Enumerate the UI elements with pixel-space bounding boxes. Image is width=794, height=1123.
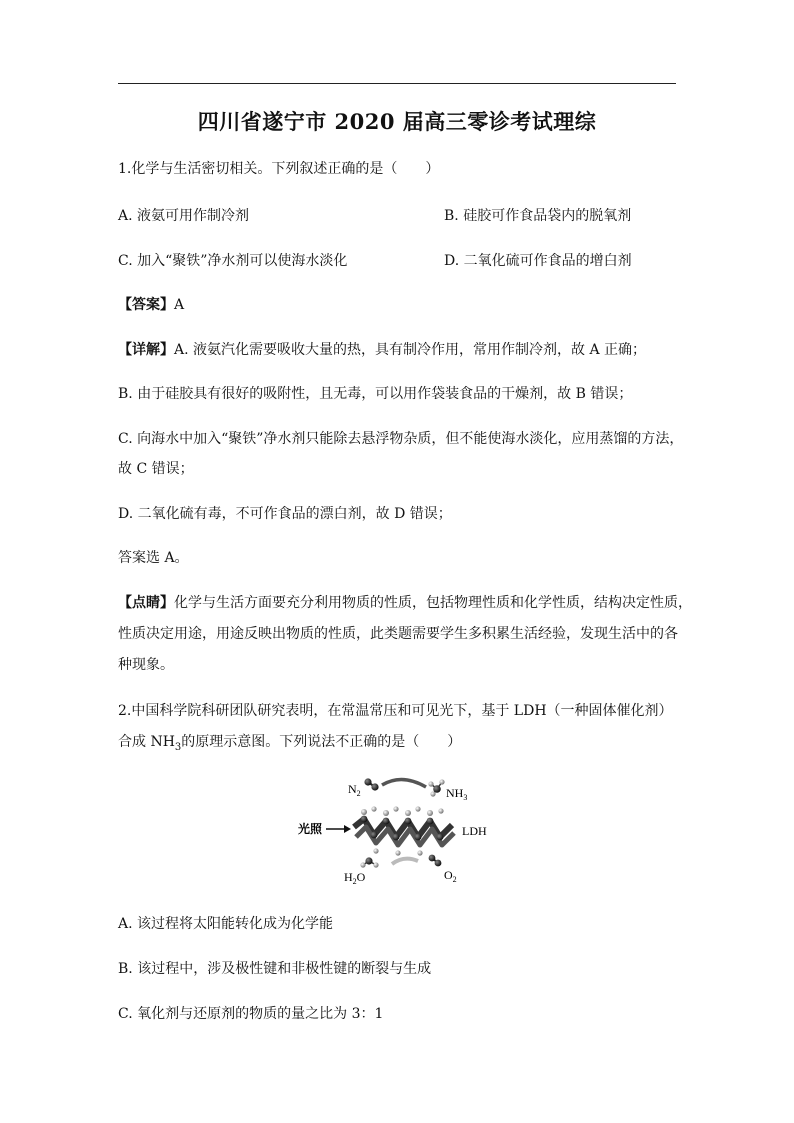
q1-comment-3: 种现象。 <box>118 657 174 673</box>
q1-detail-c1: C. 向海水中加入“聚铁”净水剂只能除去悬浮物杂质，但不能使海水淡化，应用蒸馏的方法， <box>118 431 684 447</box>
page-title: 四川省遂宁市 2020 届高三零诊考试理综 <box>197 109 597 134</box>
q1-detail-d: D. 二氧化硫有毒，不可作食品的漂白剂，故 D 错误； <box>118 506 452 522</box>
ldh-label: LDH <box>462 824 487 838</box>
q2-option-b: B. 该过程中，涉及极性键和非极性键的断裂与生成 <box>118 961 432 977</box>
ldh-reaction-diagram <box>296 775 502 885</box>
q1-detail-c2: 故 C 错误； <box>118 461 194 477</box>
q2-stem-2 <box>118 731 461 753</box>
q1-option-c: C. 加入“聚铁”净水剂可以使海水淡化 <box>118 253 348 269</box>
q1-answer <box>118 294 184 314</box>
q1-option-d: D. 二氧化硫可作食品的增白剂 <box>444 253 632 269</box>
q1-detail-b: B. 由于硅胶具有很好的吸附性，且无毒，可以用作袋装食品的干燥剂，故 B 错误； <box>118 386 633 402</box>
answer-tag: 【答案】 <box>118 297 174 313</box>
q2-option-c: C. 氧化剂与还原剂的物质的量之比为 3：1 <box>118 1006 384 1022</box>
h2o-molecule-icon <box>360 857 378 867</box>
q1-detail-a <box>118 339 646 359</box>
q1-stem: 1.化学与生活密切相关。下列叙述正确的是（ ） <box>118 161 440 177</box>
answer-value: A <box>174 297 185 313</box>
q2-stem-2a: 合成 NH <box>118 734 175 750</box>
q1-conclusion: 答案选 A。 <box>118 550 189 566</box>
q1-comment-1 <box>118 592 692 612</box>
ldh-lattice-icon <box>354 806 454 855</box>
q2-stem-2-sub: 3 <box>174 741 182 753</box>
header-rule <box>118 83 676 84</box>
nh3-molecule-icon <box>428 779 444 796</box>
q1-option-b: B. 硅胶可作食品袋内的脱氧剂 <box>444 208 632 224</box>
comment-tag: 【点睛】 <box>118 595 174 611</box>
o2-molecule-icon <box>429 855 442 867</box>
nh3-label: $NH_3$ <box>446 786 468 802</box>
detail-tag: 【详解】 <box>118 342 174 358</box>
h2o-label: $H_2O$ <box>344 870 366 885</box>
q2-stem-1: 2.中国科学院科研团队研究表明，在常温常压和可见光下，基于 LDH（一种固体催化剂） <box>118 703 673 719</box>
n2-molecule-icon <box>364 778 378 790</box>
n2-label: $N_2$ <box>348 782 361 798</box>
ldh-diagram-svg <box>296 775 502 885</box>
comment-text-1: 化学与生活方面要充分利用物质的性质，包括物理性质和化学性质，结构决定性质， <box>174 595 692 611</box>
q1-option-a: A. 液氨可用作制冷剂 <box>118 208 250 224</box>
n2-to-nh3-arrow <box>382 779 426 787</box>
q2-option-a: A. 该过程将太阳能转化成为化学能 <box>118 916 334 932</box>
h2o-to-o2-arrow <box>392 859 418 864</box>
light-arrow-icon <box>326 825 351 833</box>
light-label: 光照 <box>298 822 323 836</box>
detail-a-text: A. 液氨汽化需要吸收大量的热，具有制冷作用，常用作制冷剂，故 A 正确； <box>174 342 647 358</box>
q2-stem-2b: 的原理示意图。下列说法不正确的是（ ） <box>181 734 462 750</box>
q1-comment-2: 性质决定用途，用途反映出物质的性质，此类题需要学生多积累生活经验，发现生活中的各 <box>118 626 678 642</box>
o2-label: $O_2$ <box>444 868 457 884</box>
